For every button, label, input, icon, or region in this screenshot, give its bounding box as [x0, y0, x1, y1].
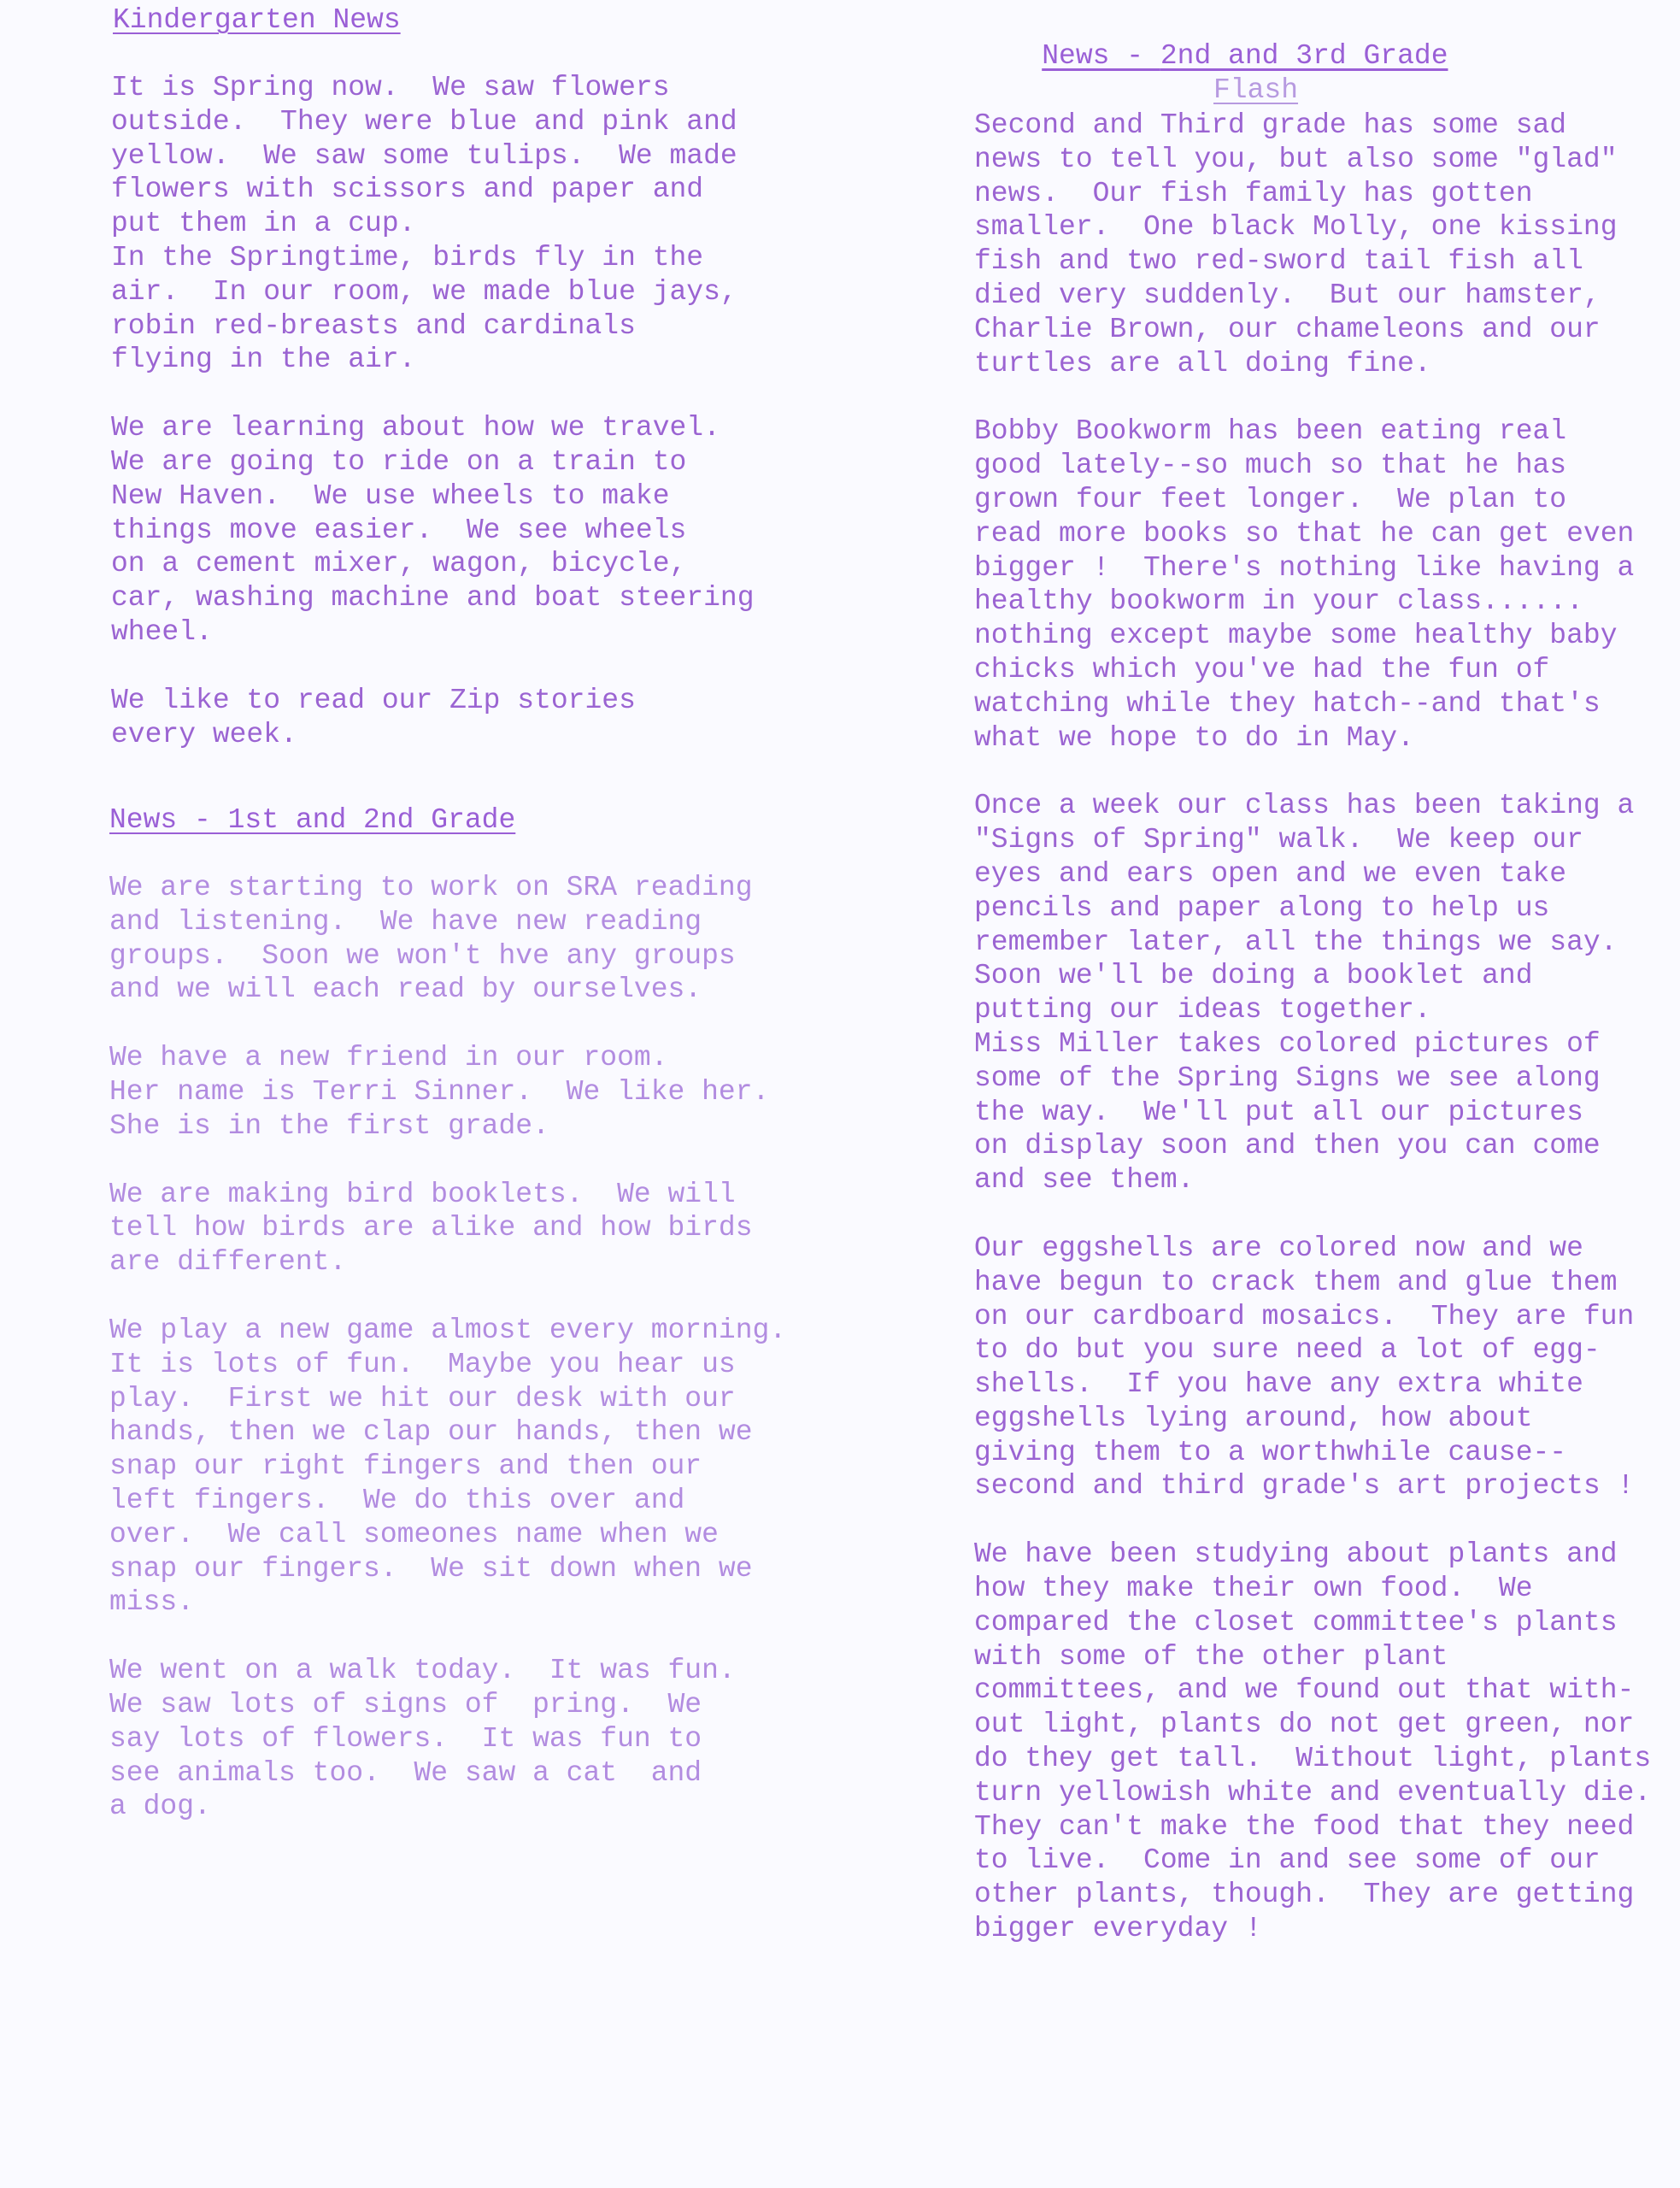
text-line: It is lots of fun. Maybe you hear us: [109, 1348, 736, 1380]
text-line: groups. Soon we won't hve any groups: [109, 939, 736, 972]
text-line: She is in the first grade.: [109, 1109, 549, 1142]
text-line: It is Spring now. We saw flowers: [111, 72, 670, 103]
text-line: nothing except maybe some healthy baby: [974, 620, 1618, 652]
text-line: remember later, all the things we say.: [974, 926, 1618, 958]
text-line: watching while they hatch--and that's: [974, 687, 1601, 720]
text-line: good lately--so much so that he has: [974, 450, 1567, 482]
second-third-heading: [974, 5, 1448, 108]
text-line: We are making bird booklets. We will: [109, 1178, 736, 1210]
text-line: and we will each read by ourselves.: [109, 973, 702, 1006]
text-line: miss.: [109, 1586, 195, 1619]
text-line: are different.: [109, 1246, 347, 1279]
text-line: say lots of flowers. It was fun to: [109, 1722, 702, 1755]
text-line: flowers with scissors and paper and: [111, 174, 704, 206]
text-line: on our cardboard mosaics. They are fun: [974, 1300, 1635, 1332]
text-line: Bobby Bookworm has been eating real: [974, 415, 1567, 448]
text-line: second and third grade's art projects !: [974, 1470, 1635, 1503]
text-line: flying in the air.: [111, 344, 416, 376]
text-line: a dog.: [109, 1791, 211, 1823]
text-line: play. First we hit our desk with our: [109, 1382, 736, 1415]
text-line: We like to read our Zip stories: [111, 684, 636, 716]
heading-prefix: News -: [1042, 40, 1160, 72]
text-line: Her name is Terri Sinner. We like her.: [109, 1075, 770, 1108]
text-line: have begun to crack them and glue them: [974, 1266, 1618, 1298]
text-line: giving them to a worthwhile cause--: [974, 1436, 1567, 1468]
text-line: turtles are all doing fine.: [974, 347, 1431, 379]
text-line: committees, and we found out that with-: [974, 1674, 1635, 1707]
text-line: Our eggshells are colored now and we: [974, 1232, 1583, 1264]
flash-subheading: Flash: [1213, 74, 1299, 106]
text-line: They can't make the food that they need: [974, 1810, 1635, 1843]
text-line: We are going to ride on a train to: [111, 445, 687, 478]
paragraph: [111, 684, 755, 752]
text-line: "Signs of Spring" walk. We keep our: [974, 824, 1583, 856]
first-second-section: [109, 871, 786, 1824]
text-line: left fingers. We do this over and: [109, 1484, 685, 1516]
text-line: air. In our room, we made blue jays,: [111, 275, 737, 308]
text-line: and listening. We have new reading: [109, 905, 702, 938]
paragraph: [109, 1654, 786, 1824]
text-line: what we hope to do in May.: [974, 721, 1414, 754]
kindergarten-heading: Kindergarten News: [113, 4, 401, 36]
text-line: out light, plants do not get green, nor: [974, 1709, 1635, 1741]
paragraph: [974, 1538, 1651, 1946]
first-second-heading: News - 1st and 2nd Grade: [109, 804, 516, 836]
paragraph: [974, 415, 1651, 755]
text-line: on display soon and then you can come: [974, 1130, 1601, 1162]
text-line: grown four feet longer. We plan to: [974, 483, 1567, 515]
paragraph: [109, 1041, 786, 1143]
text-line: put them in a cup.: [111, 208, 416, 240]
text-line: wheel.: [111, 615, 213, 648]
text-line: outside. They were blue and pink and: [111, 105, 737, 138]
text-line: with some of the other plant: [974, 1640, 1448, 1673]
text-line: In the Springtime, birds fly in the: [111, 241, 704, 274]
text-line: compared the closet committee's plants: [974, 1606, 1618, 1638]
text-line: how they make their own food. We: [974, 1573, 1533, 1605]
paragraph: [974, 109, 1651, 380]
text-line: putting our ideas together.: [974, 994, 1431, 1026]
heading-main: 2nd and 3rd Grade: [1160, 40, 1448, 72]
text-line: snap our fingers. We sit down when we: [109, 1552, 753, 1585]
text-line: other plants, though. They are getting: [974, 1879, 1635, 1911]
text-line: read more books so that he can get even: [974, 517, 1635, 550]
text-line: tell how birds are alike and how birds: [109, 1212, 753, 1244]
text-line: bigger everyday !: [974, 1913, 1262, 1945]
text-line: Soon we'll be doing a booklet and: [974, 960, 1533, 992]
text-line: yellow. We saw some tulips. We made: [111, 139, 737, 172]
text-line: over. We call someones name when we: [109, 1518, 719, 1550]
paragraph: [974, 1232, 1651, 1503]
text-line: eggshells lying around, how about: [974, 1402, 1533, 1434]
text-line: and see them.: [974, 1164, 1195, 1197]
text-line: the way. We'll put all our pictures: [974, 1096, 1583, 1128]
text-line: smaller. One black Molly, one kissing: [974, 211, 1618, 244]
text-line: eyes and ears open and we even take: [974, 857, 1567, 890]
text-line: snap our right fingers and then our: [109, 1450, 702, 1483]
text-line: We play a new game almost every morning.: [109, 1314, 787, 1346]
paragraph: [109, 871, 786, 1007]
text-line: healthy bookworm in your class......: [974, 585, 1583, 618]
text-line: news to tell you, but also some "glad": [974, 143, 1618, 175]
text-line: Miss Miller takes colored pictures of: [974, 1027, 1601, 1060]
text-line: New Haven. We use wheels to make: [111, 479, 670, 512]
text-line: We went on a walk today. It was fun.: [109, 1655, 736, 1687]
text-line: news. Our fish family has gotten: [974, 177, 1533, 209]
text-line: We saw lots of signs of pring. We: [109, 1688, 702, 1720]
text-line: car, washing machine and boat steering: [111, 582, 755, 615]
paragraph: [974, 789, 1651, 1197]
text-line: pencils and paper along to help us: [974, 891, 1550, 924]
text-line: on a cement mixer, wagon, bicycle,: [111, 548, 687, 580]
text-line: Second and Third grade has some sad: [974, 109, 1567, 141]
text-line: chicks which you've had the fun of: [974, 653, 1550, 685]
text-line: turn yellowish white and eventually die.: [974, 1776, 1652, 1809]
text-line: robin red-breasts and cardinals: [111, 309, 636, 342]
text-line: We are starting to work on SRA reading: [109, 872, 753, 903]
paragraph: [109, 1178, 786, 1279]
text-line: hands, then we clap our hands, then we: [109, 1416, 753, 1449]
text-line: every week.: [111, 718, 297, 750]
text-line: Charlie Brown, our chameleons and our: [974, 313, 1601, 345]
text-line: We are learning about how we travel.: [111, 412, 720, 444]
text-line: Once a week our class has been taking a: [974, 790, 1635, 822]
text-line: fish and two red-sword tail fish all: [974, 245, 1583, 278]
text-line: things move easier. We see wheels: [111, 514, 687, 546]
paragraph: [111, 71, 755, 377]
text-line: We have been studying about plants and: [974, 1538, 1618, 1571]
text-line: see animals too. We saw a cat and: [109, 1756, 702, 1789]
text-line: to live. Come in and see some of our: [974, 1844, 1601, 1877]
text-line: some of the Spring Signs we see along: [974, 1062, 1601, 1094]
paragraph: [109, 1314, 786, 1620]
text-line: We have a new friend in our room.: [109, 1042, 668, 1074]
kindergarten-section: [111, 71, 755, 751]
paragraph: [111, 411, 755, 650]
text-line: bigger ! There's nothing like having a: [974, 551, 1635, 584]
second-third-section: [974, 109, 1651, 1946]
text-line: to do but you sure need a lot of egg-: [974, 1334, 1601, 1367]
text-line: do they get tall. Without light, plants: [974, 1743, 1652, 1775]
text-line: shells. If you have any extra white: [974, 1368, 1583, 1401]
text-line: died very suddenly. But our hamster,: [974, 279, 1601, 311]
